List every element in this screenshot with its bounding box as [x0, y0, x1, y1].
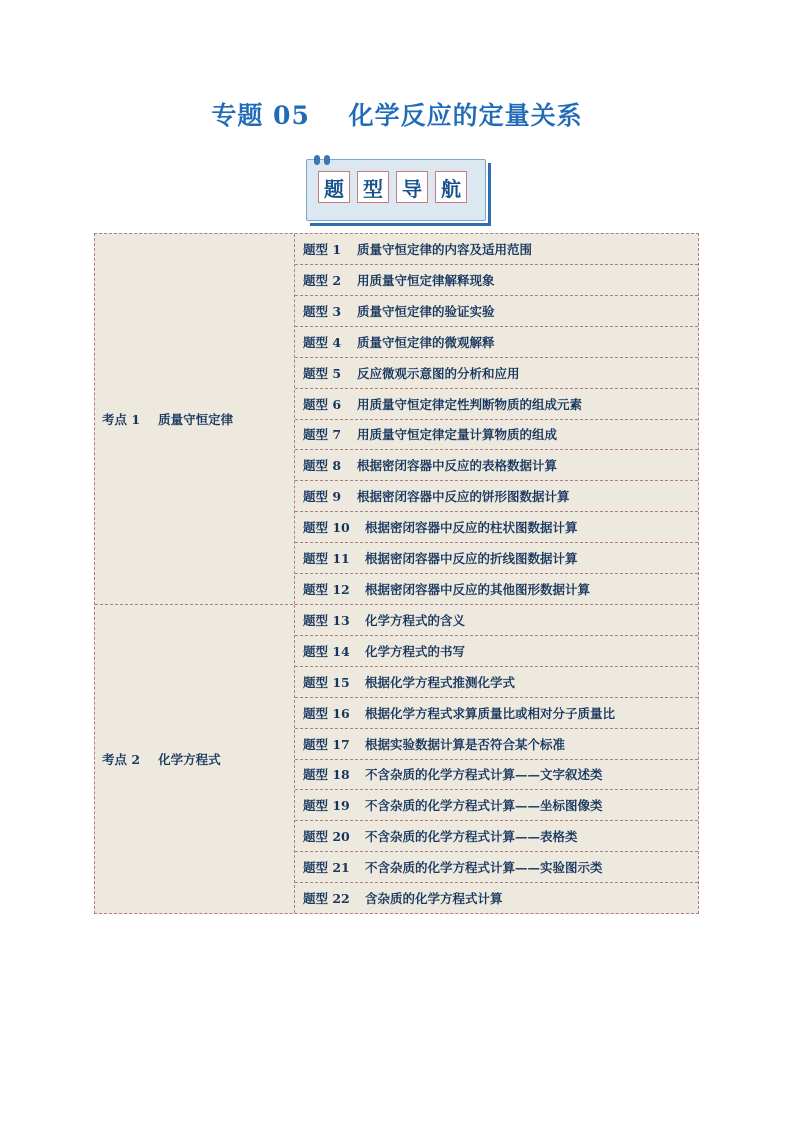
- item-num: 题型 13: [303, 612, 350, 628]
- item-text: 质量守恒定律的验证实验: [357, 303, 495, 319]
- list-item: [295, 450, 698, 481]
- list-item: [295, 389, 698, 420]
- item-text: 根据化学方程式求算质量比或相对分子质量比: [365, 705, 616, 721]
- group-label-text: 质量守恒定律: [158, 412, 234, 427]
- list-item: [295, 883, 698, 913]
- page-title: 专题 05 化学反应的定量关系: [211, 101, 583, 130]
- badge-char: 型: [357, 171, 389, 203]
- list-item: [295, 358, 698, 389]
- item-text: 根据密闭容器中反应的其他图形数据计算: [365, 582, 591, 598]
- item-num: 题型 12: [303, 582, 350, 598]
- list-item: [295, 574, 698, 604]
- item-num: 题型 14: [303, 643, 350, 659]
- list-item: [295, 234, 698, 265]
- list-item: [295, 729, 698, 760]
- item-text: 根据密闭容器中反应的折线图数据计算: [365, 551, 578, 567]
- list-item: [295, 852, 698, 883]
- item-text: 化学方程式的书写: [365, 643, 466, 659]
- item-num: 题型 17: [303, 736, 350, 752]
- group-label: [95, 234, 295, 604]
- topic-group-2: [95, 605, 698, 913]
- item-num: 题型 20: [303, 829, 350, 845]
- group-label: [95, 605, 295, 913]
- list-item: [295, 420, 698, 451]
- item-num: 题型 19: [303, 798, 350, 814]
- badge-char: 题: [318, 171, 350, 203]
- item-num: 题型 3: [303, 303, 342, 319]
- item-num: 题型 4: [303, 334, 342, 350]
- badge-chars: [318, 171, 467, 203]
- item-num: 题型 18: [303, 767, 350, 783]
- item-num: 题型 1: [303, 241, 342, 257]
- item-num: 题型 21: [303, 860, 350, 876]
- item-text: 不含杂质的化学方程式计算——表格类: [365, 829, 578, 845]
- badge-char: 航: [435, 171, 467, 203]
- item-num: 题型 6: [303, 396, 342, 412]
- item-text: 不含杂质的化学方程式计算——实验图示类: [365, 860, 603, 876]
- item-text: 根据密闭容器中反应的柱状图数据计算: [365, 520, 578, 536]
- item-num: 题型 5: [303, 365, 342, 381]
- item-num: 题型 7: [303, 427, 342, 443]
- list-item: [295, 636, 698, 667]
- item-num: 题型 11: [303, 551, 350, 567]
- binder-ring-icon: [314, 155, 320, 165]
- group-label-text: 化学方程式: [158, 752, 221, 767]
- item-text: 根据化学方程式推测化学式: [365, 674, 516, 690]
- item-text: 不含杂质的化学方程式计算——文字叙述类: [365, 767, 603, 783]
- badge-char: 导: [396, 171, 428, 203]
- list-item: [295, 543, 698, 574]
- item-text: 根据实验数据计算是否符合某个标准: [365, 736, 566, 752]
- group-items: [295, 234, 698, 604]
- group-items: [295, 605, 698, 913]
- item-text: 质量守恒定律的内容及适用范围: [357, 241, 533, 257]
- item-num: 题型 9: [303, 489, 342, 505]
- item-text: 用质量守恒定律解释现象: [357, 272, 495, 288]
- list-item: [295, 698, 698, 729]
- list-item: [295, 821, 698, 852]
- item-text: 反应微观示意图的分析和应用: [357, 365, 520, 381]
- list-item: [295, 667, 698, 698]
- item-num: 题型 8: [303, 458, 342, 474]
- item-text: 化学方程式的含义: [365, 612, 466, 628]
- item-num: 题型 16: [303, 705, 350, 721]
- group-label-num: 考点 2: [102, 752, 141, 767]
- binder-ring-icon: [324, 155, 330, 165]
- item-text: 不含杂质的化学方程式计算——坐标图像类: [365, 798, 603, 814]
- topic-table: [94, 233, 699, 914]
- group-label-num: 考点 1: [102, 412, 141, 427]
- item-num: 题型 22: [303, 891, 350, 907]
- item-num: 题型 10: [303, 520, 350, 536]
- topic-group-1: [95, 234, 698, 605]
- list-item: [295, 265, 698, 296]
- list-item: [295, 760, 698, 791]
- item-num: 题型 15: [303, 674, 350, 690]
- item-text: 用质量守恒定律定性判断物质的组成元素: [357, 396, 583, 412]
- item-num: 题型 2: [303, 272, 342, 288]
- list-item: [295, 605, 698, 636]
- item-text: 根据密闭容器中反应的表格数据计算: [357, 458, 558, 474]
- item-text: 质量守恒定律的微观解释: [357, 334, 495, 350]
- list-item: [295, 327, 698, 358]
- list-item: [295, 296, 698, 327]
- section-badge: [306, 155, 488, 221]
- list-item: [295, 481, 698, 512]
- item-text: 根据密闭容器中反应的饼形图数据计算: [357, 489, 570, 505]
- item-text: 用质量守恒定律定量计算物质的组成: [357, 427, 558, 443]
- list-item: [295, 512, 698, 543]
- item-text: 含杂质的化学方程式计算: [365, 891, 503, 907]
- list-item: [295, 790, 698, 821]
